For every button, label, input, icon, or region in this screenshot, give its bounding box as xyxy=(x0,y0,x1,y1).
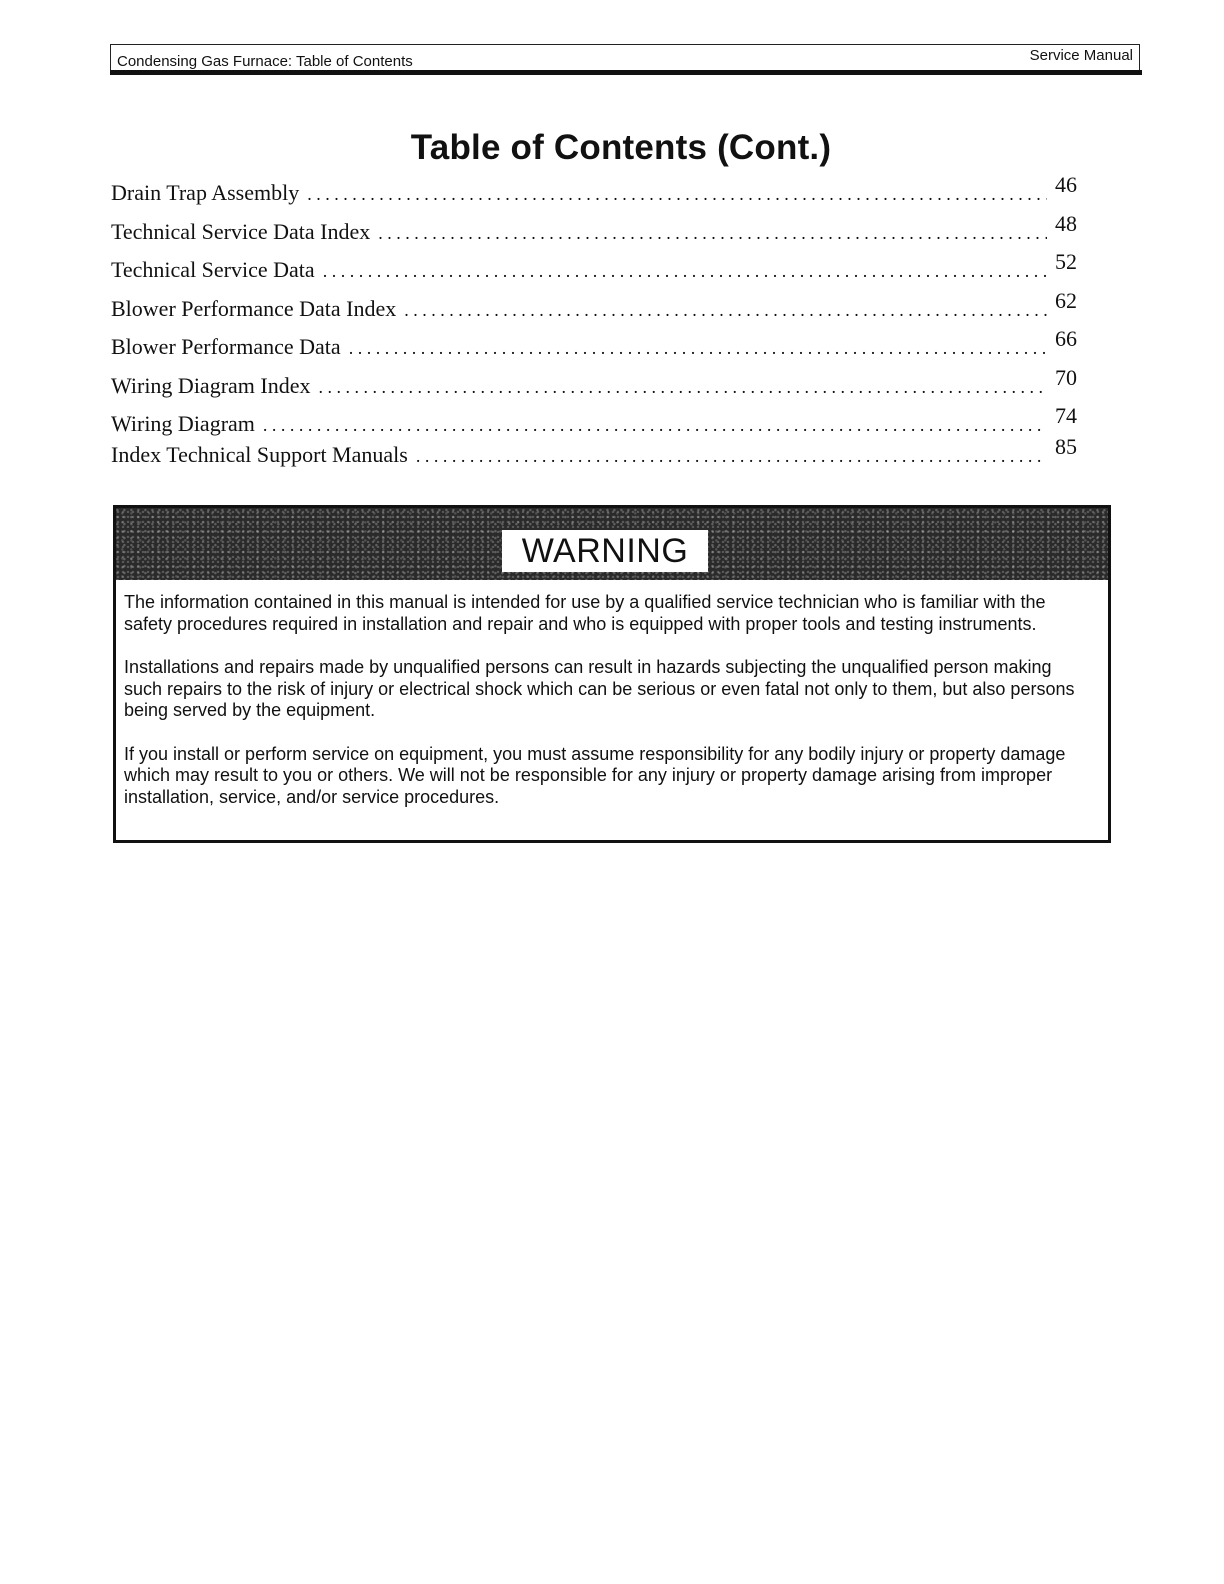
toc-entry[interactable] xyxy=(111,210,1077,258)
warning-paragraph: Installations and repairs made by unqualified persons can result in hazards subjecting the unqualified person making such repairs to the risk of injury or electrical shock which can be serious or even fatal not only to them, but also persons being served by the equipment. xyxy=(124,657,1075,720)
toc-leader-dots xyxy=(378,223,1047,244)
warning-header-band xyxy=(116,508,1108,580)
header-section-title: Condensing Gas Furnace: Table of Contents xyxy=(117,53,413,70)
toc-entry-label: Blower Performance Data Index xyxy=(111,295,397,321)
toc-entry[interactable] xyxy=(111,249,1077,296)
toc-entry[interactable] xyxy=(111,287,1077,335)
toc-entry[interactable] xyxy=(111,433,1077,472)
warning-title: WARNING xyxy=(502,530,708,572)
header-rule xyxy=(110,70,1142,75)
toc-entry-page: 66 xyxy=(1055,326,1077,351)
toc-entry-page: 62 xyxy=(1055,287,1077,313)
warning-paragraph: The information contained in this manual is intended for use by a qualified service technician who is familiar with the safety procedures required in installation and repair and who is equipped with proper tools and testing instruments. xyxy=(124,592,1046,634)
toc-leader-dots xyxy=(349,338,1047,359)
warning-box xyxy=(113,505,1111,843)
toc-leader-dots xyxy=(263,415,1047,436)
page-title: Table of Contents (Cont.) xyxy=(410,128,832,167)
toc-entry-label: Drain Trap Assembly xyxy=(111,180,300,205)
toc-entry-page: 48 xyxy=(1055,210,1077,236)
table-of-contents xyxy=(111,172,1077,472)
toc-leader-dots xyxy=(307,184,1047,205)
toc-entry-label: Technical Service Data xyxy=(111,257,315,282)
toc-entry-page: 85 xyxy=(1055,433,1077,459)
toc-entry-label: Blower Performance Data xyxy=(111,334,341,359)
page-header xyxy=(110,44,1140,72)
toc-entry-label: Wiring Diagram Index xyxy=(111,372,311,398)
toc-entry[interactable] xyxy=(111,172,1077,219)
toc-entry-page: 70 xyxy=(1055,364,1077,390)
toc-entry-label: Wiring Diagram xyxy=(111,411,255,436)
toc-leader-dots xyxy=(319,377,1048,398)
toc-entry-label: Index Technical Support Manuals xyxy=(111,441,408,467)
toc-entry[interactable] xyxy=(111,364,1077,412)
toc-entry-page: 52 xyxy=(1055,249,1077,274)
toc-entry[interactable] xyxy=(111,326,1077,373)
toc-entry-label: Technical Service Data Index xyxy=(111,218,371,244)
toc-leader-dots xyxy=(416,446,1047,467)
header-manual-name: Service Manual xyxy=(1029,47,1133,64)
toc-entry-page: 74 xyxy=(1055,403,1077,428)
toc-entry-page: 46 xyxy=(1055,172,1077,197)
toc-leader-dots xyxy=(404,300,1047,321)
toc-leader-dots xyxy=(323,261,1047,282)
warning-paragraph: If you install or perform service on equipment, you must assume responsibility for any bodily injury or property damage which may result to you or others. We will not be responsible for any injury or property damage arising from improper installation, service, and/or service procedures. xyxy=(124,743,1066,807)
warning-body xyxy=(124,592,1090,830)
